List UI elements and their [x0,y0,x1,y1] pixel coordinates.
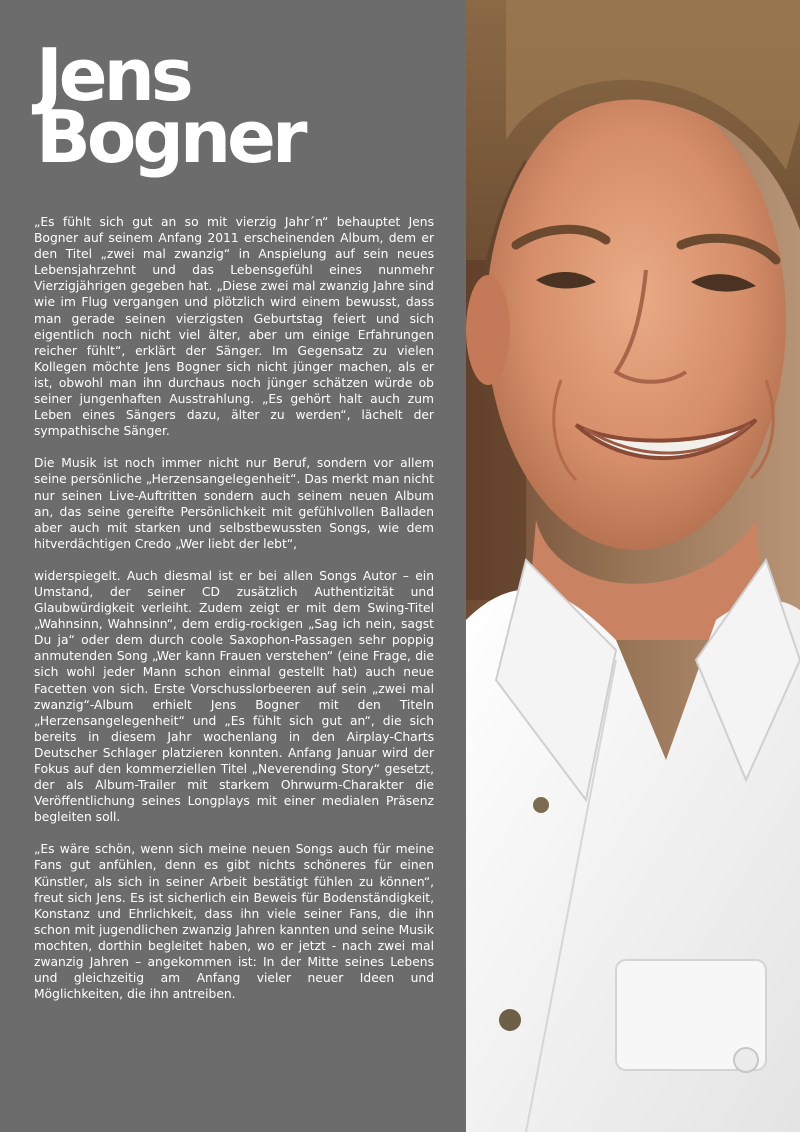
paragraph-4: „Es wäre schön, wenn sich meine neuen Songs auch für meine Fans gut anfühlen, denn es gibt nichts schöneres für einen Künstler, als sich in seiner Arbeit bestätigt fühlen zu können“, freut sich Jens. Es ist sicherlich ein Beweis für Bodenständigkeit, Konstanz und Ehrlichkeit, dass ihn viele seiner Fans, die ihn schon mit jugendlichen zwanzig Jahren kannten und seine Musik mochten, dorthin begleitet haben, wo er jetzt - nach zwei mal zwanzig Jahren – angekommen ist: In der Mitte seines Lebens und gleichzeitig am Anfang vieler neuer Ideen und Möglichkeiten, die ihn antreiben. [34,842,434,1002]
artist-name-title [36,33,304,179]
paragraph-2: Die Musik ist noch immer nicht nur Beruf, sondern vor allem seine persönliche „Herzensangelegenheit“. Das merkt man nicht nur seinen Live-Auftritten sondern auch seinem neuen Album an, das seine gereifte Persönlichkeit mit gefühlvollen Balladen aber auch mit starken und selbstbewussten Songs, wie dem hitverdächtigen Credo „Wer liebt der lebt“, [34,456,434,551]
artist-portrait-photo [466,0,800,1132]
paragraph-3: widerspiegelt. Auch diesmal ist er bei allen Songs Autor – ein Umstand, der seiner CD zusätzlich Authentizität und Glaubwürdigkeit verleiht. Zudem zeigt er mit dem Swing-Titel „Wahnsinn, Wahnsinn“, dem erdig-rockigen „Sag ich nein, sagst Du ja“ oder dem durch coole Saxophon-Passagen sehr poppig anmutenden Song „Wer kann Frauen verstehen“ (eine Frage, die sich wohl jeder Mann schon einmal gestellt hat) auch neue Facetten von sich. Erste Vorschusslorbeeren auf sein „zwei mal zwanzig“-Album erhielt Jens Bogner mit den Titeln „Herzensangelegenheit“ und „Es fühlt sich gut an“, die sich bereits in diesem Jahr wochenlang in den Airplay-Charts Deutscher Schlager platzieren konnten. Anfang Januar wird der Fokus auf den kommerziellen Titel „Neverending Story“ gesetzt, der als Album-Trailer mit starkem Ohrwurm-Charakter die Veröffentlichung seines Longplays mit einer medialen Präsenz begleiten soll. [34,568,434,825]
title-last-name: Bogner [36,95,304,179]
title-first-name: Jens [36,33,190,117]
biography-text [34,214,434,1018]
paragraph-1: „Es fühlt sich gut an so mit vierzig Jahr´n“ behauptet Jens Bogner auf seinem Anfang 2011 erscheinenden Album, dem er den Titel „zwei mal zwanzig“ in Anspielung auf sein neues Lebensjahrzehnt und das Lebensgefühl eines nunmehr Vierzigjährigen gegeben hat. „Diese zwei mal zwanzig Jahre sind wie im Flug vergangen und plötzlich wird einem bewusst, dass man gerade seinen vierzigsten Geburtstag feiert und sich eigentlich noch nicht viel älter, aber um einige Erfahrungen reicher fühlt“, erklärt der Sänger. Im Gegensatz zu vielen Kollegen möchte Jens Bogner sich nicht jünger machen, als er ist, obwohl man ihn durchaus noch jünger schätzen würde ob seiner jungenhaften Ausstrahlung. „Es gehört halt auch zum Leben eines Sängers dazu, älter zu werden“, lächelt der sympathische Sänger. [34,215,434,439]
